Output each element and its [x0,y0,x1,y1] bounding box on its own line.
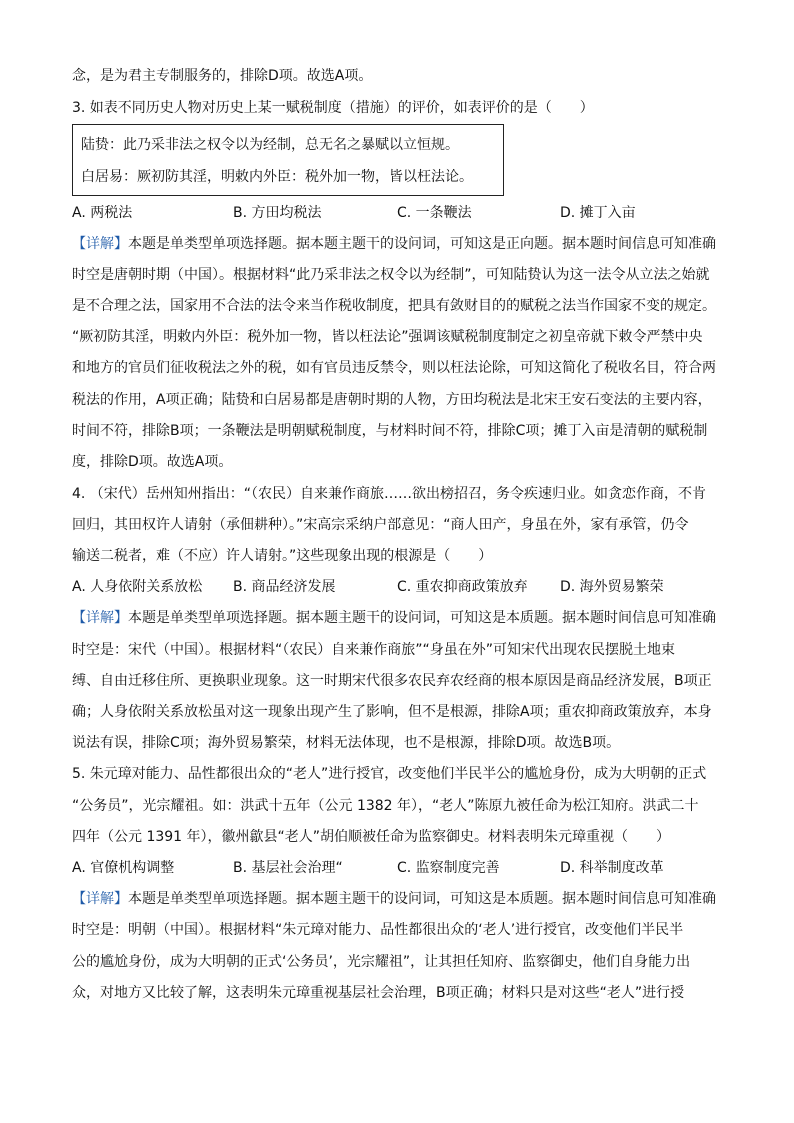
q5-stem-line-1: 5. 朱元璋对能力、品性都很出众的“老人”进行授官，改变他们半民半公的尴尬身份，成为大明朝的正式 [72,766,707,782]
intro-line: 念，是为君主专制服务的，排除D项。故选A项。 [72,68,373,84]
q3-quote-2: 白居易：厥初防其淫，明敕内外臣：税外加一物，皆以枉法论。 [81,169,473,185]
q4-explanation-line-2: 时空是：宋代（中国）。根据材料“（农民）自来兼作商旅”“身虽在外”可知宋代出现农民摆脱土地束 [72,642,676,658]
q5-explanation-tag: 【详解】 [72,891,128,907]
q5-stem-line-3: 四年（公元 1391 年），徽州歙县“老人”胡伯顺被任命为监察御史。材料表明朱元璋重视（ ） [72,829,671,845]
q4-explanation-tag: 【详解】 [72,610,128,626]
q3-option-c: C. 一条鞭法 [397,205,472,221]
q4-explanation-line-5: 说法有误，排除C项；海外贸易繁荣，材料无法体现，也不是根源，排除D项。故选B项。 [72,735,621,751]
q5-stem-line-2: “公务员”，光宗耀祖。如：洪武十五年（公元 1382 年），“老人”陈原九被任命为松江知府。洪武二十 [72,798,699,814]
q3-explanation-line-4: “厥初防其淫，明敕内外臣：税外加一物，皆以枉法论”强调该赋税制度制定之初皇帝就下敕令严禁中央 [72,329,703,345]
q3-option-b: B. 方田均税法 [233,205,322,221]
q4-stem-line-2: 回归，其田权许人请射（承佃耕种）。”宋高宗采纳户部意见：“商人田产，身虽在外，家有承管，仍令 [72,517,689,533]
q5-explanation-line-4: 众，对地方又比较了解，这表明朱元璋重视基层社会治理，B项正确；材料只是对这些“老人”进行授 [72,985,685,1001]
q4-explanation-line-1: 【详解】本题是单类型单项选择题。据本题主题干的设问词，可知这是本质题。据本题时间信息可知准确 [72,610,716,626]
q3-explanation-line-1: 【详解】本题是单类型单项选择题。据本题主题干的设问词，可知这是正向题。据本题时间信息可知准确 [72,236,716,252]
q4-option-b: B. 商品经济发展 [233,579,336,595]
q4-stem-line-1: 4. （宋代）岳州知州指出：“（农民）自来兼作商旅……欲出榜招召，务令疾速归业。如贪恋作商，不肯 [72,486,707,502]
q5-option-d: D. 科举制度改革 [560,860,664,876]
q3-option-d: D. 摊丁入亩 [560,205,636,221]
q3-explanation-line-2: 时空是唐朝时期（中国）。根据材料“此乃采非法之权令以为经制”，可知陆贽认为这一法令从立法之始就 [72,267,710,283]
q3-explanation-line-8: 度，排除D项。故选A项。 [72,454,233,470]
q3-quote-1: 陆贽：此乃采非法之权令以为经制，总无名之暴赋以立恒规。 [81,137,459,153]
q5-explanation-line-2: 时空是：明朝（中国）。根据材料“朱元璋对能力、品性都很出众的‘老人’进行授官，改变他们半民半 [72,922,684,938]
q5-option-a: A. 官僚机构调整 [72,860,175,876]
q5-option-b: B. 基层社会治理“ [233,860,343,876]
q4-option-a: A. 人身依附关系放松 [72,579,203,595]
q4-stem-line-3: 输送二税者，难（不应）许人请射。”这些现象出现的根源是（ ） [72,548,493,564]
q3-explanation-tag: 【详解】 [72,236,128,252]
q3-explanation-line-6: 税法的作用，A项正确；陆贽和白居易都是唐朝时期的人物，方田均税法是北宋王安石变法的主要内容， [72,392,712,408]
q4-explanation-line-4: 确；人身依附关系放松虽对这一现象出现产生了影响，但不是根源，排除A项；重农抑商政策放弃，本身 [72,704,712,720]
q5-explanation-line-3: 公的尴尬身份，成为大明朝的正式‘公务员’，光宗耀祖”，让其担任知府、监察御史，他们自身能力出 [72,954,691,970]
q4-option-c: C. 重农抑商政策放弃 [397,579,528,595]
q4-option-d: D. 海外贸易繁荣 [560,579,664,595]
q3-quote-box [72,124,504,196]
q3-explanation-line-7: 时间不符，排除B项；一条鞭法是明朝赋税制度，与材料时间不符，排除C项；摊丁入亩是清朝的赋税制 [72,423,708,439]
q5-option-c: C. 监察制度完善 [397,860,500,876]
q3-option-a: A. 两税法 [72,205,133,221]
q4-explanation-line-3: 缚、自由迁移住所、更换职业现象。这一时期宋代很多农民弃农经商的根本原因是商品经济发展，B项正 [72,673,712,689]
q3-explanation-line-3: 是不合理之法，国家用不合法的法令来当作税收制度，把具有敛财目的的赋税之法当作国家不变的规定。 [72,298,716,314]
q5-explanation-line-1: 【详解】本题是单类型单项选择题。据本题主题干的设问词，可知这是本质题。据本题时间信息可知准确 [72,891,716,907]
q3-explanation-line-5: 和地方的官员们征收税法之外的税，如有官员违反禁令，则以枉法论除，可知这简化了税收名目，符合两 [72,360,716,376]
q3-stem: 3. 如表不同历史人物对历史上某一赋税制度（措施）的评价，如表评价的是（ ） [72,100,594,116]
